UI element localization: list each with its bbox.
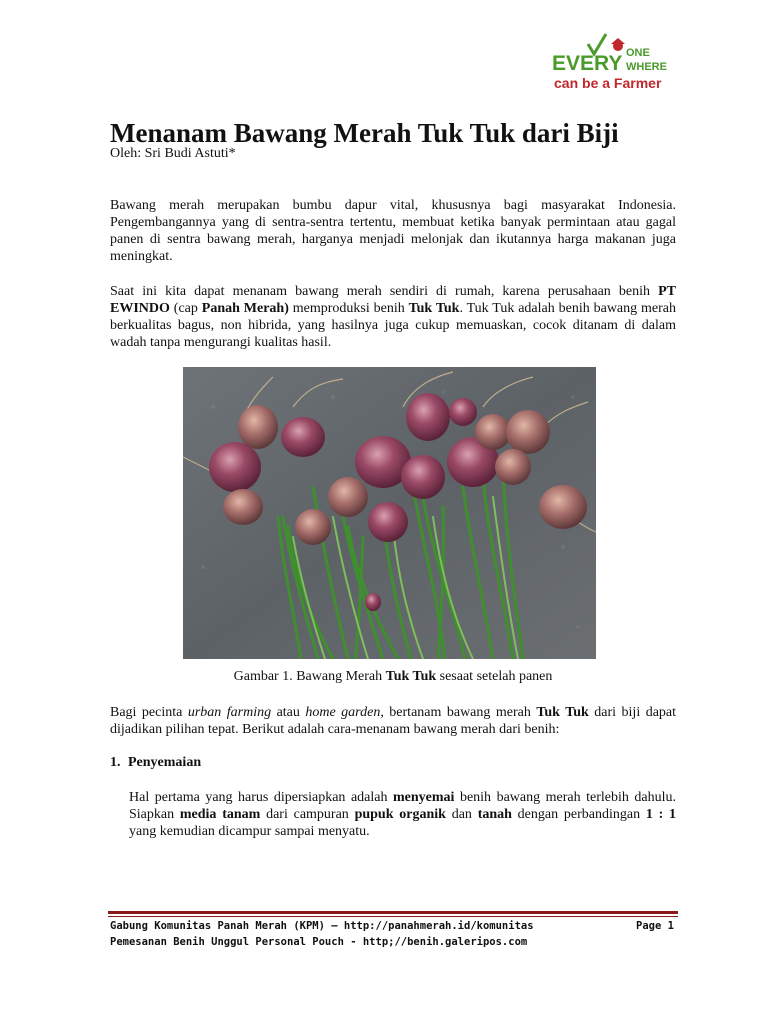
footer-order-link: Pemesanan Benih Unggul Personal Pouch - http;//benih.galeripos.com bbox=[110, 936, 528, 948]
page-number: Page 1 bbox=[636, 920, 674, 932]
figure-caption: Gambar 1. Bawang Merah Tuk Tuk sesaat setelah panen bbox=[233, 669, 553, 684]
check-leaf-icon bbox=[588, 34, 606, 54]
logo-where: WHERE bbox=[626, 61, 667, 73]
logo-every: EVERY bbox=[552, 52, 623, 75]
footer-kpm-link: Gabung Komunitas Panah Merah (KPM) – http://panahmerah.id/komunitas bbox=[110, 920, 534, 932]
logo bbox=[548, 30, 688, 94]
paragraph-penyemaian: Hal pertama yang harus dipersiapkan adalah menyemai benih bawang merah terlebih dahulu. Siapkan media tanam dari campuran pupuk organik dan tanah dengan perbandingan 1 : 1 yang kemudian dicampur sampai menyatu. bbox=[129, 790, 677, 839]
shallot-photo bbox=[183, 367, 596, 659]
farmer-hat-icon bbox=[611, 38, 625, 44]
section-heading-penyemaian: 1. Penyemaian bbox=[110, 755, 202, 770]
logo-one: ONE bbox=[626, 47, 650, 59]
document-title: Menanam Bawang Merah Tuk Tuk dari Biji bbox=[110, 118, 619, 148]
paragraph-ewindo: Saat ini kita dapat menanam bawang merah sendiri di rumah, karena perusahaan benih PT EWINDO (cap Panah Merah) memproduksi benih Tuk Tuk. Tuk Tuk adalah benih bawang merah berkualitas bagus, non hibrida, yang hasilnya juga cukup memuaskan, cocok ditanam di dalam wadah tanpa mengurangi kualitas hasil. bbox=[110, 284, 676, 350]
shallot-harvest-image bbox=[183, 367, 596, 659]
footer-divider-thin bbox=[108, 916, 678, 917]
author-byline: Oleh: Sri Budi Astuti* bbox=[110, 146, 236, 161]
logo-tagline: can be a Farmer bbox=[554, 75, 662, 91]
paragraph-urban-farming: Bagi pecinta urban farming atau home garden, bertanam bawang merah Tuk Tuk dari biji dapat dijadikan pilihan tepat. Berikut adalah cara-menanam bawang merah dari benih: bbox=[110, 705, 677, 737]
everyone-everywhere-logo bbox=[548, 30, 688, 94]
footer-divider bbox=[108, 911, 678, 914]
paragraph-intro: Bawang merah merupakan bumbu dapur vital, khususnya bagi masyarakat Indonesia. Pengembangannya yang di sentra-sentra tertentu, membuat ketika banyak permintaan atau gagal panen di sentra bawang merah, harganya menjadi melonjak dan ikutannya harga makanan juga meningkat. bbox=[110, 198, 676, 264]
